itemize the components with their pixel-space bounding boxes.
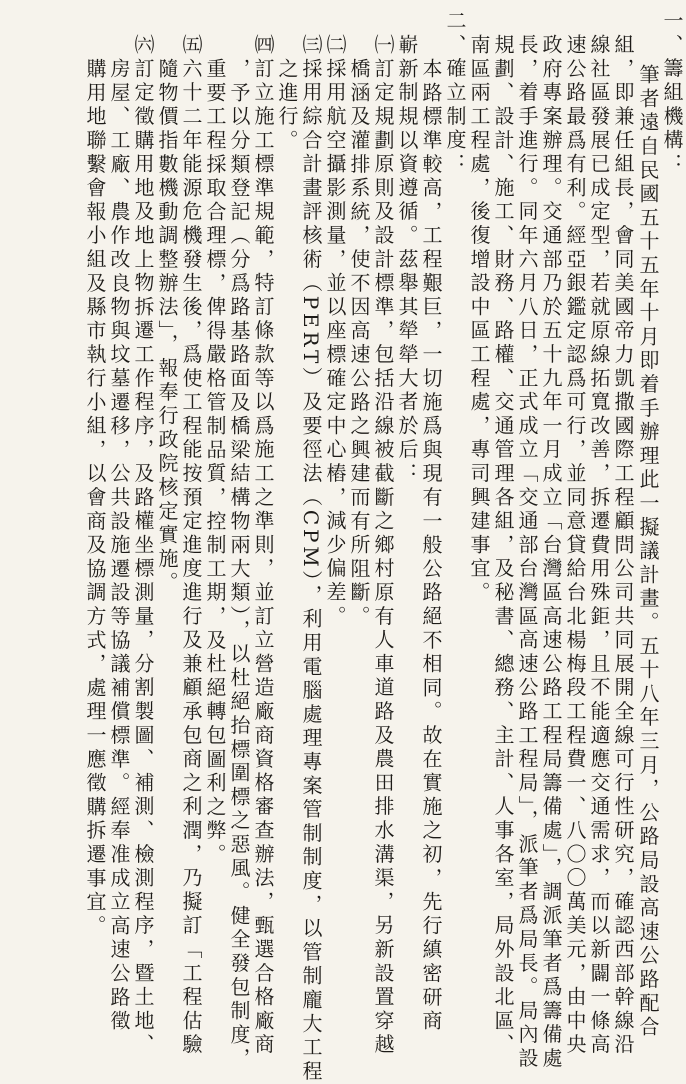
section-heading-2: 二、確立制度： — [443, 10, 467, 177]
list-item-4-cont-2: 重要工程採取合理標，俾得嚴格管制品質，控制工期，及杜絕轉包圖利之弊。 — [203, 58, 227, 868]
section-heading-1: 一、籌組機構： — [660, 10, 684, 177]
text-column-8: 南區兩工程處，後復增設中區工程處，專司興建事宜。 — [467, 34, 491, 606]
list-item-6: ㈥訂定徵購用地及地上物拆遷工作程序，及路權坐標測量，分割製圖、補測、檢測程序，暨土地、 — [131, 34, 155, 1058]
text-column-5: 政府專案辦理。交通部乃於五十九年一月成立「台灣區高速公路工程局籌備處」，調派筆者爲籌備處 — [539, 34, 563, 1072]
text-column-9: 本路標準較高，工程艱巨，一切施爲與現有一般公路絕不相同。故在實施之初，先行縝密研商 — [419, 58, 443, 1034]
list-item-6-cont-2: 購用地聯繫會報小組及縣市執行小組，以會商及協調方式，處理一應徵購拆遷事宜。 — [83, 58, 107, 939]
list-item-1: ㈠訂定規劃原則及設計標準，包括沿線被截斷之鄉村原有人車道路及農田排水溝渠，另新設置穿越 — [371, 34, 395, 1058]
text-column-1: 筆者遠自民國五十五年十月即着手辦理此一擬議計畫。五十八年三月，公路局設高速公路配合 — [636, 64, 660, 1040]
text-column-3: 線社區發展已成定型，若就原線拓寬改善，拆遷費用殊鉅，且不能適應交通需求，而以新闢一條高 — [587, 34, 611, 1058]
list-item-4-cont-1: ，予以分類登記（分爲路基路面及橋梁結構物兩大類），以杜絕抬標圍標之惡風。健全發包制度， — [227, 58, 251, 1072]
list-item-1-cont: 橋涵及灌排系統，使不因高速公路之興建而有所阻斷。 — [347, 58, 371, 630]
text-column-4: 速公路最爲有利。經亞銀鑑定認爲可行，並同意貸給台北楊梅段工程費一、八〇〇萬美元，由中央 — [563, 34, 587, 1058]
list-item-5-cont: 隨物價指數機動調整辦法」，報奉行政院核定實施。 — [155, 58, 179, 596]
text-column-10: 嶄新制規以資遵循。茲舉其犖犖大者於后： — [395, 34, 419, 487]
text-column-7: 規劃、設計、施工、財務、路權、交通管理各組，及秘書、總務、主計、人事各室，局外設北區、 — [491, 34, 515, 1058]
list-item-4: ㈣訂立施工標準規範，特訂條款等以爲施工之準則，並訂立營造廠商資格審查辦法，甄選合格廠商 — [251, 34, 275, 1058]
list-item-2: ㈡採用航空攝影測量，並以座標確定中心樁，減少偏差。 — [323, 34, 347, 629]
list-item-5: ㈤六十二年能源危機發生後，爲使工程能按預定進度進行及兼顧承包商之利潤，乃擬訂「工程估驗 — [179, 34, 203, 1058]
list-item-3: ㈢採用綜合計畫評核術（PERT）及要徑法（CPM），利用電腦處理專案管制制度，以管制龐大工程 — [299, 34, 323, 1084]
text-column-6: 長，着手進行。同年六月八日，正式成立「交通部台灣區高速公路工程局」，派筆者爲局長。局內設 — [515, 34, 539, 1072]
list-item-3-cont: 之進行。 — [275, 58, 299, 154]
list-item-6-cont-1: 房屋、工廠、農作改良物與坟墓遷移，公共設施遷設等協議補償標準。經奉准成立高速公路徵 — [107, 58, 131, 1034]
text-column-2: 組，即兼任組長，會同美國帝力凱撒國際工程顧問公司共同展開全線可行性研究，確認西部幹線沿 — [611, 34, 635, 1058]
